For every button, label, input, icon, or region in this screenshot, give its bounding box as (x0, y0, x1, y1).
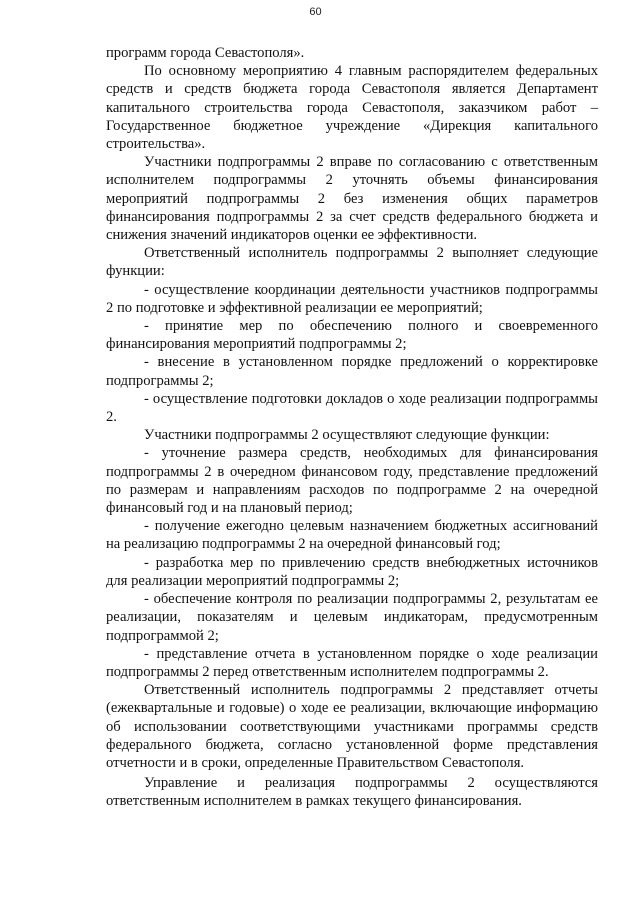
paragraph-15: Ответственный исполнитель подпрограммы 2 представляет отчеты (ежеквартальные и годовые) о ходе ее реализации, включающие информацию об использовании соответствующими участниками программы средств федерального бюджета, согласно установленной форме представления отчетности и в сроки, определенные Правительством Севастополя. (106, 682, 598, 771)
list-item: - принятие мер по обеспечению полного и своевременного финансирования мероприятий подпрограммы 2; (106, 318, 598, 353)
paragraph-4: Ответственный исполнитель подпрограммы 2 выполняет следующие функции: (106, 245, 598, 280)
paragraph-1: программ города Севастополя». (106, 45, 305, 61)
list-item: - уточнение размера средств, необходимых для финансирования подпрограммы 2 в очередном финансовом году, представление предложений по размерам и направлениям расходов по подпрограмме 2 на очередной финансовый год и на плановый период; (106, 445, 598, 517)
list-item: - осуществление координации деятельности участников подпрограммы 2 по подготовке и эффективной реализации ее мероприятий; (106, 281, 598, 316)
paragraph-2: По основному мероприятию 4 главным распорядителем федеральных средств и средств бюджета города Севастополя является Департамент капитального строительства города Севастополя, заказчиком работ – Государственное бюджетное учреждение «Дирекция капитального строительства». (106, 63, 598, 153)
paragraph-9: Участники подпрограммы 2 осуществляют следующие функции: (144, 427, 550, 444)
list-item: - получение ежегодно целевым назначением бюджетных ассигнований на реализацию подпрограммы 2 на очередной финансовый год; (106, 518, 598, 553)
paragraph-3: Участники подпрограммы 2 вправе по согласованию с ответственным исполнителем подпрограммы 2 уточнять объемы финансирования мероприятий подпрограммы 2 без изменения общих параметров финансирования подпрограммы 2 за счет средств федерального бюджета и снижения значений индикаторов оценки ее эффективности. (106, 154, 598, 244)
list-item: - разработка мер по привлечению средств внебюджетных источников для реализации мероприятий подпрограммы 2; (106, 554, 598, 589)
list-item: - представление отчета в установленном порядке о ходе реализации подпрограммы 2 перед ответственным исполнителем подпрограммы 2. (106, 645, 598, 680)
document-body (106, 44, 598, 811)
list-item: - обеспечение контроля по реализации подпрограммы 2, результатам ее реализации, показателям и целевым индикаторам, предусмотренным подпрограммой 2; (106, 591, 598, 644)
page-number: 60 (309, 6, 322, 18)
paragraph-16: Управление и реализация подпрограммы 2 осуществляются ответственным исполнителем в рамках текущего финансирования. (106, 775, 598, 810)
list-item: - осуществление подготовки докладов о ходе реализации подпрограммы 2. (106, 390, 598, 426)
list-item: - внесение в установленном порядке предложений о корректировке подпрограммы 2; (106, 354, 598, 389)
